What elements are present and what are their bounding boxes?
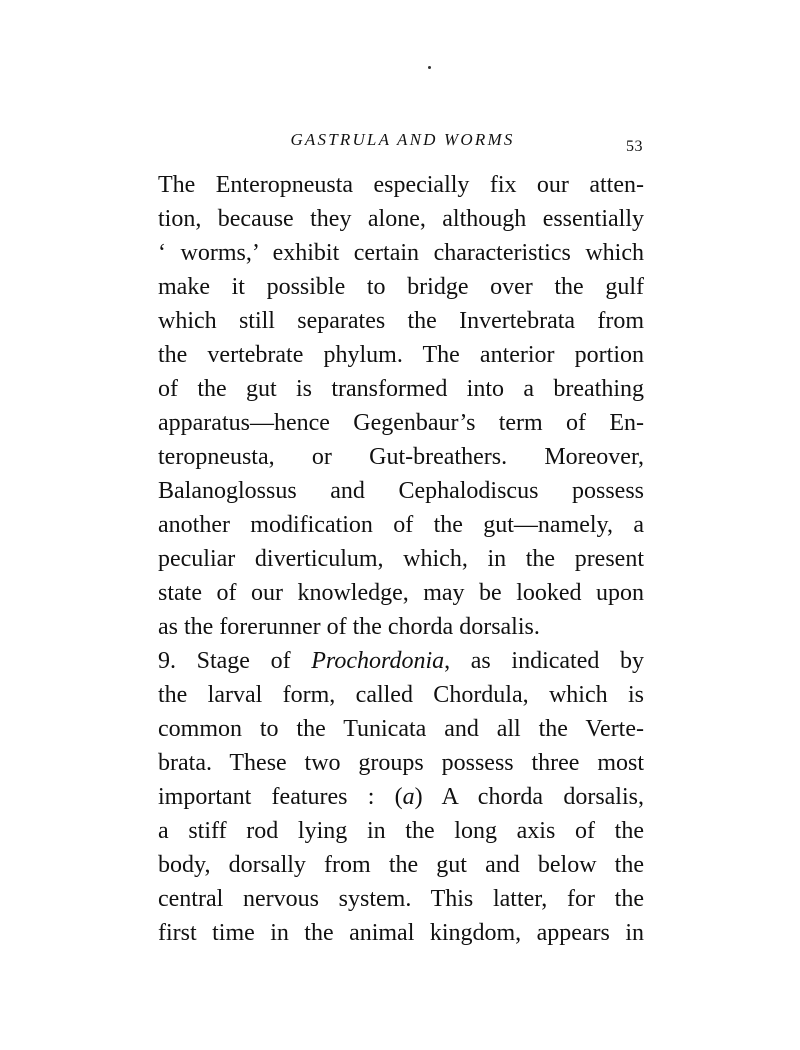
text-line: Balanoglossus and Cephalodiscus possess	[158, 478, 644, 504]
page-number: 53	[626, 138, 643, 155]
text-line: common to the Tunicata and all the Verte-	[158, 716, 644, 742]
running-title: GASTRULA AND WORMS	[290, 130, 515, 149]
text-line: central nervous system. This latter, for the	[158, 886, 644, 912]
text-line-with-italic	[158, 780, 644, 814]
paper-speck	[428, 66, 431, 69]
text-line: another modification of the gut—namely, a	[158, 512, 644, 538]
text-line: make it possible to bridge over the gulf	[158, 274, 644, 300]
text-line: peculiar diverticulum, which, in the present	[158, 546, 644, 572]
text-fragment: important features : (	[158, 784, 403, 810]
text-line: tion, because they alone, although essentially	[158, 206, 644, 232]
body-text	[158, 168, 644, 950]
text-line: of the gut is transformed into a breathing	[158, 376, 644, 402]
italic-term: Prochordonia	[311, 648, 445, 674]
text-line: ‘ worms,’ exhibit certain characteristics which	[158, 240, 644, 266]
paragraph-start-line	[158, 644, 644, 678]
italic-letter: a	[402, 784, 415, 810]
text-line: brata. These two groups possess three most	[158, 750, 644, 776]
page-header	[160, 126, 645, 156]
text-line: apparatus—hence Gegenbaur’s term of En-	[158, 410, 644, 436]
text-line: which still separates the Invertebrata from	[158, 308, 644, 334]
text-line: The Enteropneusta especially fix our atten-	[158, 172, 644, 198]
text-line: state of our knowledge, may be looked upon	[158, 580, 644, 606]
text-fragment: 9. Stage of	[158, 648, 312, 674]
text-line: the larval form, called Chordula, which is	[158, 682, 644, 708]
text-line: a stiff rod lying in the long axis of the	[158, 818, 644, 844]
text-line: first time in the animal kingdom, appears in	[158, 920, 644, 946]
text-line: as the forerunner of the chorda dorsalis.	[158, 614, 540, 640]
text-fragment: ) A chorda dorsalis,	[414, 784, 644, 810]
text-fragment: , as indicated by	[444, 648, 644, 674]
text-line: teropneusta, or Gut-breathers. Moreover,	[158, 444, 644, 470]
text-line: body, dorsally from the gut and below the	[158, 852, 644, 878]
text-line: the vertebrate phylum. The anterior portion	[158, 342, 644, 368]
